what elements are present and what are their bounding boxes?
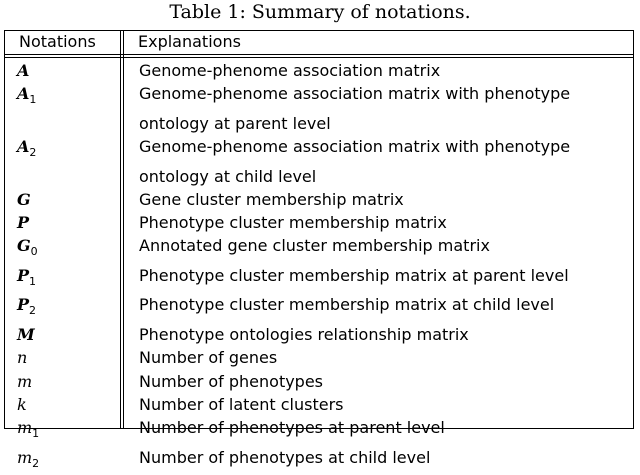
notation-symbol xyxy=(5,264,125,293)
symbol: G xyxy=(17,236,31,256)
table-header xyxy=(5,31,633,55)
notation-explanation: Genome-phenome association matrix with phenotype xyxy=(139,137,571,157)
notation-symbol xyxy=(5,323,125,346)
notation-explanation: Number of phenotypes at parent level xyxy=(139,418,445,438)
symbol: m xyxy=(17,371,33,391)
symbol: A xyxy=(17,61,30,80)
notation-symbol xyxy=(5,346,125,369)
symbol: n xyxy=(17,348,28,368)
table-row xyxy=(5,112,633,135)
symbol: m xyxy=(17,418,33,438)
notation-symbol xyxy=(5,82,125,111)
notation-explanation: Phenotype ontologies relationship matrix xyxy=(139,324,469,344)
header-divider xyxy=(5,57,633,58)
symbol: M xyxy=(17,324,35,344)
table-row xyxy=(5,188,633,211)
symbol-subscript: 1 xyxy=(32,427,40,441)
symbol: P xyxy=(17,213,30,233)
notation-symbol xyxy=(5,188,125,211)
notation-explanation: Number of phenotypes at child level xyxy=(139,447,431,467)
table-caption: Table 1: Summary of notations. xyxy=(169,1,471,23)
notation-symbol xyxy=(5,59,125,82)
notation-symbol xyxy=(5,135,125,164)
symbol-subscript: 2 xyxy=(29,146,37,160)
table-row xyxy=(5,165,633,188)
table-row xyxy=(5,293,633,322)
notation-explanation: ontology at child level xyxy=(139,166,317,186)
table-row xyxy=(5,323,633,346)
notation-explanation: Phenotype cluster membership matrix xyxy=(139,213,447,233)
notation-explanation: Genome-phenome association matrix xyxy=(139,61,441,80)
symbol: k xyxy=(17,394,27,414)
table-row xyxy=(5,234,633,263)
symbol: A xyxy=(17,84,30,104)
notation-symbol xyxy=(5,370,125,393)
notation-explanation: Number of latent clusters xyxy=(139,394,344,414)
notation-symbol xyxy=(5,112,125,135)
table-body xyxy=(5,59,633,475)
symbol-subscript: 2 xyxy=(32,456,40,470)
table-row xyxy=(5,393,633,416)
header-notations: Notations xyxy=(19,32,96,51)
symbol: P xyxy=(17,265,30,285)
notation-explanation: Gene cluster membership matrix xyxy=(139,189,404,209)
table-row xyxy=(5,82,633,111)
symbol-subscript: 1 xyxy=(29,93,37,107)
symbol-subscript: 2 xyxy=(29,304,37,318)
symbol: G xyxy=(17,189,31,209)
notation-symbol xyxy=(5,393,125,416)
table-row xyxy=(5,59,633,82)
notation-symbol xyxy=(5,416,125,445)
symbol: m xyxy=(17,447,33,467)
table-row xyxy=(5,446,633,475)
symbol-subscript: 1 xyxy=(29,275,37,289)
notation-symbol xyxy=(5,446,125,475)
table-row xyxy=(5,211,633,234)
notation-explanation: Annotated gene cluster membership matrix xyxy=(139,236,490,256)
table-row xyxy=(5,370,633,393)
table-row xyxy=(5,264,633,293)
symbol: P xyxy=(17,295,30,315)
notation-explanation: Phenotype cluster membership matrix at parent level xyxy=(139,265,569,285)
header-explanations: Explanations xyxy=(138,32,241,51)
notation-explanation: Number of genes xyxy=(139,348,278,368)
table-row xyxy=(5,346,633,369)
symbol: A xyxy=(17,137,30,157)
symbol-subscript: 0 xyxy=(30,245,38,259)
notation-symbol xyxy=(5,293,125,322)
table-row xyxy=(5,135,633,164)
notation-symbol xyxy=(5,165,125,188)
notation-symbol xyxy=(5,211,125,234)
notation-explanation: Phenotype cluster membership matrix at child level xyxy=(139,295,555,315)
table-row xyxy=(5,416,633,445)
notation-explanation: ontology at parent level xyxy=(139,113,331,133)
notation-explanation: Number of phenotypes xyxy=(139,371,324,391)
notation-explanation: Genome-phenome association matrix with phenotype xyxy=(139,84,571,104)
notation-symbol xyxy=(5,234,125,263)
notation-table xyxy=(4,30,634,470)
